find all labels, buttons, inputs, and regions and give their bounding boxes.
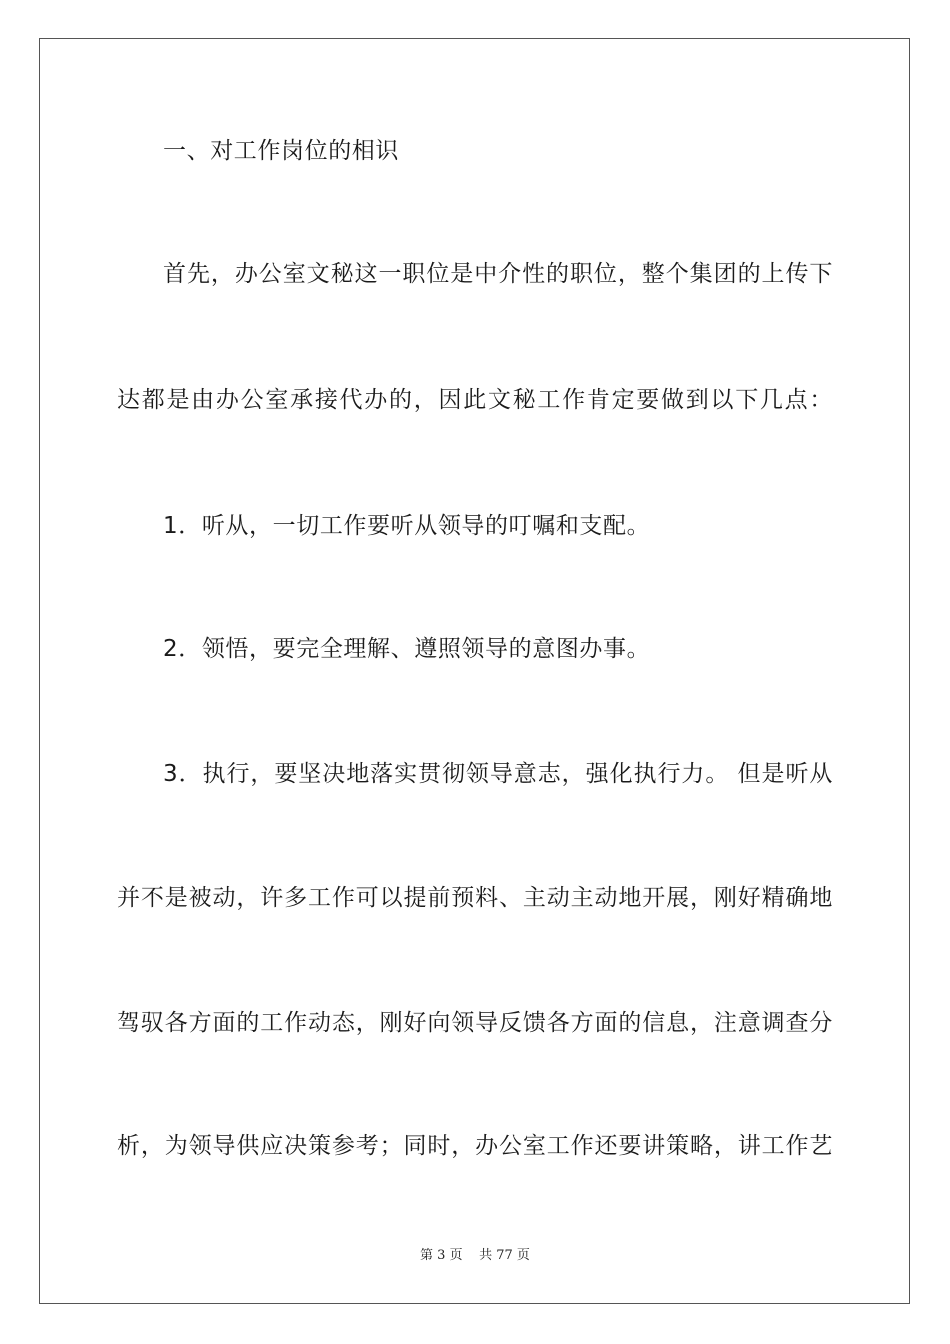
paragraph-line: 驾驭各方面的工作动态，刚好向领导反馈各方面的信息，注意调查分 [117, 1010, 833, 1036]
paragraph-line: 析，为领导供应决策参考；同时，办公室工作还要讲策略，讲工作艺 [117, 1133, 833, 1159]
paragraph-line: 并不是被动，许多工作可以提前预料、主动主动地开展，刚好精确地 [117, 885, 833, 911]
page-border [39, 38, 910, 1304]
paragraph-line: 首先，办公室文秘这一职位是中介性的职位，整个集团的上传下 [163, 261, 833, 287]
page-footer [0, 1247, 950, 1265]
list-item: 1．听从，一切工作要听从领导的叮嘱和支配。 [163, 513, 651, 539]
page-number: 第 3 页 [420, 1248, 463, 1263]
total-pages: 共 77 页 [479, 1248, 530, 1263]
list-item: 2．领悟，要完全理解、遵照领导的意图办事。 [163, 636, 651, 662]
paragraph-line: 达都是由办公室承接代办的，因此文秘工作肯定要做到以下几点： [117, 387, 833, 413]
section-heading: 一、对工作岗位的相识 [163, 138, 399, 164]
list-item: 3．执行，要坚决地落实贯彻领导意志，强化执行力。 但是听从 [163, 761, 833, 787]
